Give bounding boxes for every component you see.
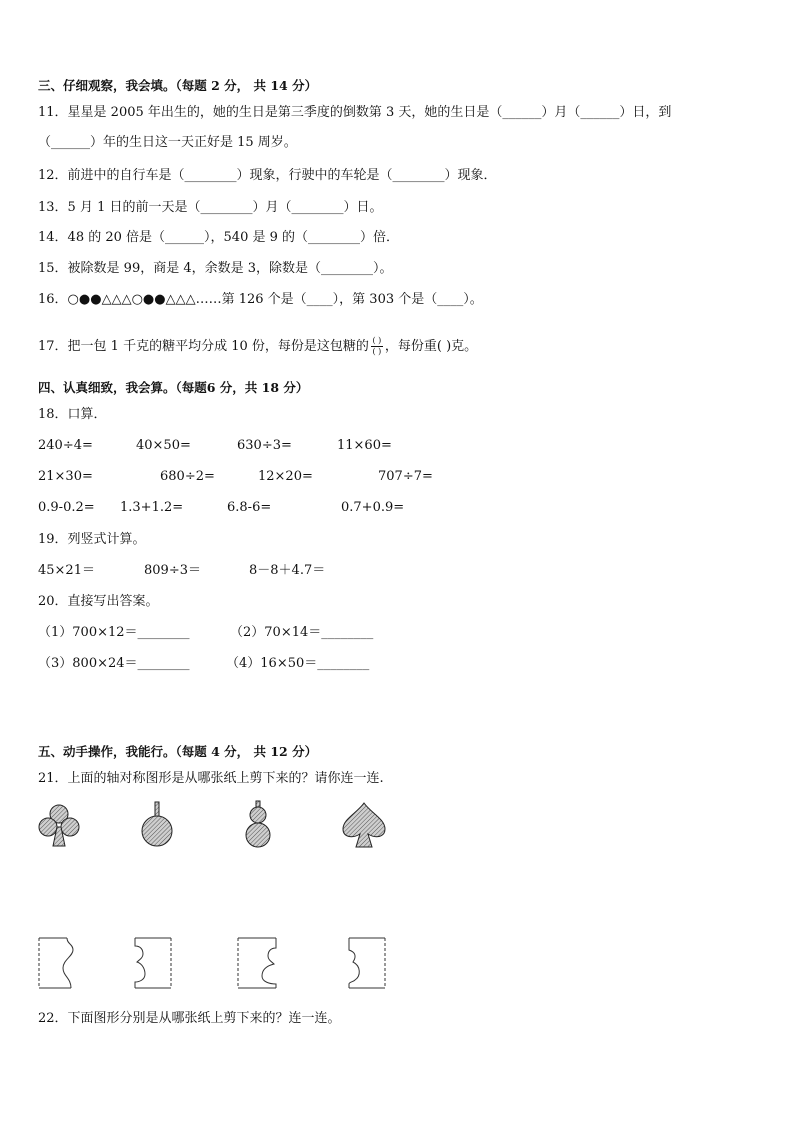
folded-paper-2 <box>131 936 175 990</box>
question-15: 15．被除数是 99，商是 4，余数是 3，除数是（________）。 <box>38 261 393 276</box>
calc-item: 6.8-6= <box>227 500 272 515</box>
question-14: 14．48 的 20 倍是（______），540 是 9 的（________）倍． <box>38 230 400 245</box>
direct-answer-item: （3）800×24＝________ <box>38 656 190 671</box>
question-19: 19．列竖式计算。 <box>38 532 146 547</box>
question-17-text-b: ，每份重( )克。 <box>384 339 478 354</box>
direct-answer-item: （1）700×12＝________ <box>38 625 190 640</box>
spade-icon <box>341 801 387 849</box>
folded-paper-3 <box>236 936 280 990</box>
section5-title: 五、动手操作，我能行。（每题 4 分， 共 12 分） <box>38 744 318 759</box>
vertical-calc-item: 45×21＝ <box>38 563 95 578</box>
calc-item: 240÷4= <box>38 438 93 453</box>
direct-answer-item: （4）16×50＝________ <box>226 656 370 671</box>
club-icon <box>37 802 81 848</box>
question-18: 18．口算． <box>38 407 107 422</box>
question-11-line1: 11．星星是 2005 年出生的，她的生日是第三季度的倒数第 3 天，她的生日是（______）月（______）日，到 <box>38 105 672 120</box>
calc-item: 12×20= <box>258 469 313 484</box>
question-13: 13．5 月 1 日的前一天是（________）月（________）日。 <box>38 200 383 215</box>
question-17-text-a: 17．把一包 1 千克的糖平均分成 10 份，每份是这包糖的 <box>38 339 369 354</box>
calc-item: 680÷2= <box>160 469 215 484</box>
folded-paper-1 <box>37 936 77 990</box>
section3-title: 三、仔细观察，我会填。（每题 2 分， 共 14 分） <box>38 78 318 93</box>
direct-answer-item: （2）70×14＝________ <box>230 625 374 640</box>
question-17 <box>38 337 477 356</box>
question-20: 20．直接写出答案。 <box>38 594 159 609</box>
calc-item: 707÷7= <box>378 469 433 484</box>
fraction-blank <box>371 337 383 356</box>
calc-item: 1.3+1.2= <box>120 500 184 515</box>
question-16: 16．○●●△△△○●●△△△……第 126 个是（____），第 303 个是（____）。 <box>38 292 483 307</box>
calc-item: 11×60= <box>337 438 392 453</box>
question-21: 21．上面的轴对称图形是从哪张纸上剪下来的？请你连一连. <box>38 771 384 786</box>
vertical-calc-item: 809÷3＝ <box>144 563 201 578</box>
fraction-numerator: ( ) <box>372 336 382 345</box>
calc-item: 21×30= <box>38 469 93 484</box>
fraction-denominator: ( ) <box>372 347 382 356</box>
round-key-icon <box>140 800 174 850</box>
section4-title: 四、认真细致，我会算。（每题6 分，共 18 分） <box>38 380 309 395</box>
question-12: 12．前进中的自行车是（________）现象，行驶中的车轮是（________）现象． <box>38 168 497 183</box>
calc-item: 0.9-0.2= <box>38 500 95 515</box>
question-11-line2: （______）年的生日这一天正好是 15 周岁。 <box>38 135 297 150</box>
question-22: 22．下面图形分别是从哪张纸上剪下来的？连一连。 <box>38 1011 341 1026</box>
gourd-icon <box>243 800 273 850</box>
folded-paper-4 <box>345 936 389 990</box>
calc-item: 40×50= <box>136 438 191 453</box>
calc-item: 0.7+0.9= <box>341 500 405 515</box>
vertical-calc-item: 8－8＋4.7＝ <box>249 563 326 578</box>
calc-item: 630÷3= <box>237 438 292 453</box>
